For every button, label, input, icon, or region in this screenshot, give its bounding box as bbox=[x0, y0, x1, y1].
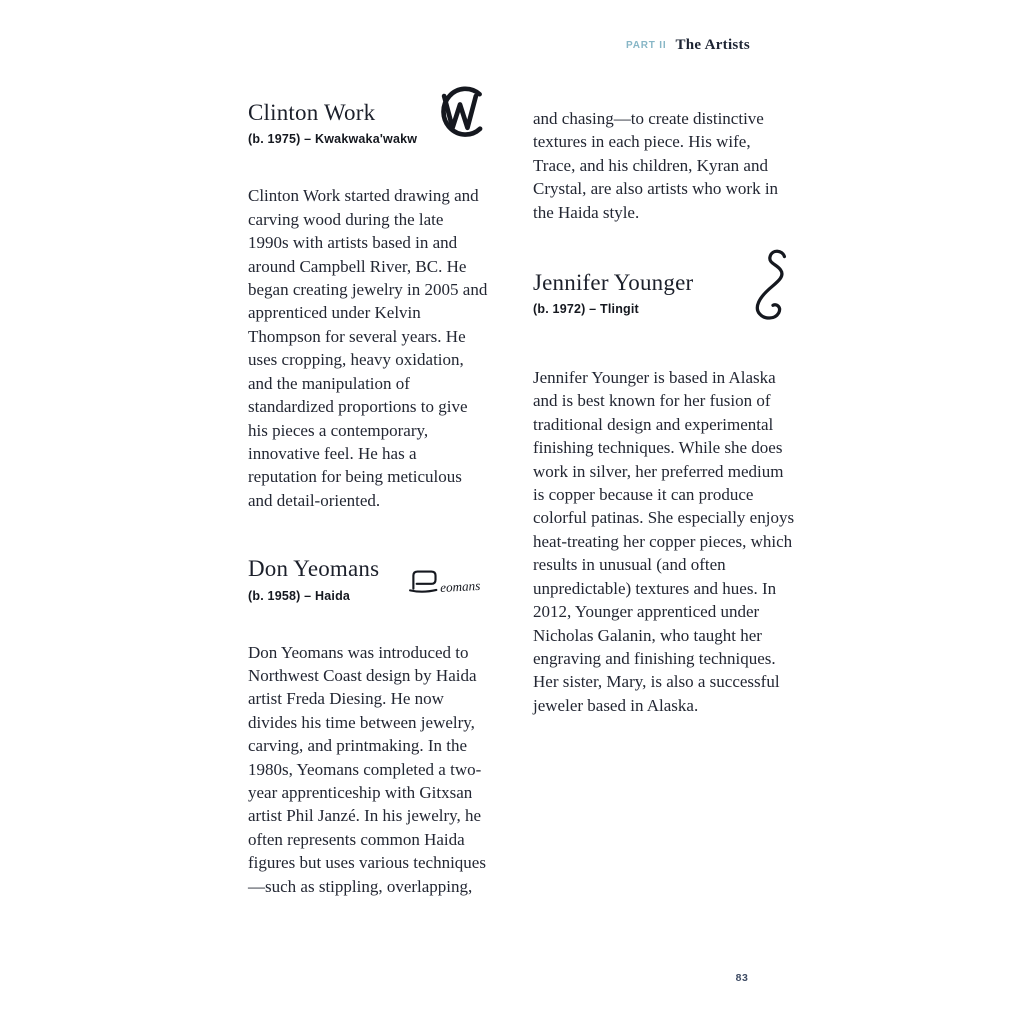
artist-bio: Clinton Work started drawing and carving wood during the late 1990s with artists based in and around Campbell River, BC. He began creating jewelry in 2005 and apprenticed under Kelvin Thompson for several years. He uses cropping, heavy oxidation, and the manipulation of standardized proportions to give his pieces a contemporary, innovative feel. He has a reputation for being meticulous and detail-oriented. bbox=[248, 186, 488, 510]
artist-entry-don-yeomans bbox=[248, 556, 488, 898]
section-title: The Artists bbox=[675, 37, 750, 53]
artist-name: Jennifer Younger bbox=[533, 270, 694, 296]
artist-bio-part-1: Don Yeomans was introduced to Northwest Coast design by Haida artist Freda Diesing. He now divides his time between jewelry, carving, and printmaking. In the 1980s, Yeomans completed a two-year apprenticeship with Gitxsan artist Phil Janzé. In his jewelry, he often represents common Haida figures but uses various techniques—such as stippling, overlapping, bbox=[248, 642, 486, 896]
artist-name: Don Yeomans bbox=[248, 556, 380, 582]
entry-header bbox=[248, 556, 488, 602]
cw-monogram-icon bbox=[432, 82, 488, 140]
artist-birth-nation: (b. 1972) – Tlingit bbox=[533, 302, 639, 317]
entry-titles bbox=[248, 556, 379, 602]
right-column bbox=[533, 107, 795, 717]
artist-bio: Jennifer Younger is based in Alaska and is best known for her fusion of traditional design and experimental finishing techniques. While she does work in silver, her preferred medium is copper because it can produce colorful patinas. She especially enjoys heat-treating her copper pieces, which results in unusual (and often unpredictable) textures and hues. In 2012, Younger apprenticed under Nicholas Galanin, who taught her engraving and finishing techniques. Her sister, Mary, is also a successful jeweler based in Alaska. bbox=[533, 368, 795, 715]
artist-bio-part-2: and chasing—to create distinctive textures in each piece. His wife, Trace, and his children, Kyran and Crystal, are also artists who work in the Haida style. bbox=[533, 109, 779, 222]
left-column bbox=[248, 82, 488, 898]
entry-header bbox=[248, 82, 488, 146]
entry-titles bbox=[533, 270, 693, 316]
artist-name: Clinton Work bbox=[248, 100, 376, 125]
artist-entry-jennifer-younger bbox=[533, 270, 795, 717]
signature-text: eomans bbox=[439, 578, 481, 596]
page-number: 83 bbox=[735, 972, 749, 984]
yeomans-signature-icon bbox=[406, 566, 488, 600]
part-label: PART II bbox=[626, 40, 667, 51]
running-header bbox=[560, 36, 750, 54]
artist-entry-clinton-work bbox=[248, 82, 488, 512]
entry-titles bbox=[248, 82, 417, 146]
artist-birth-nation: (b. 1975) – Kwakwaka'wakw bbox=[248, 132, 418, 147]
younger-squiggle-icon bbox=[751, 248, 793, 332]
artist-birth-nation: (b. 1958) – Haida bbox=[248, 588, 351, 603]
entry-header bbox=[533, 270, 795, 332]
